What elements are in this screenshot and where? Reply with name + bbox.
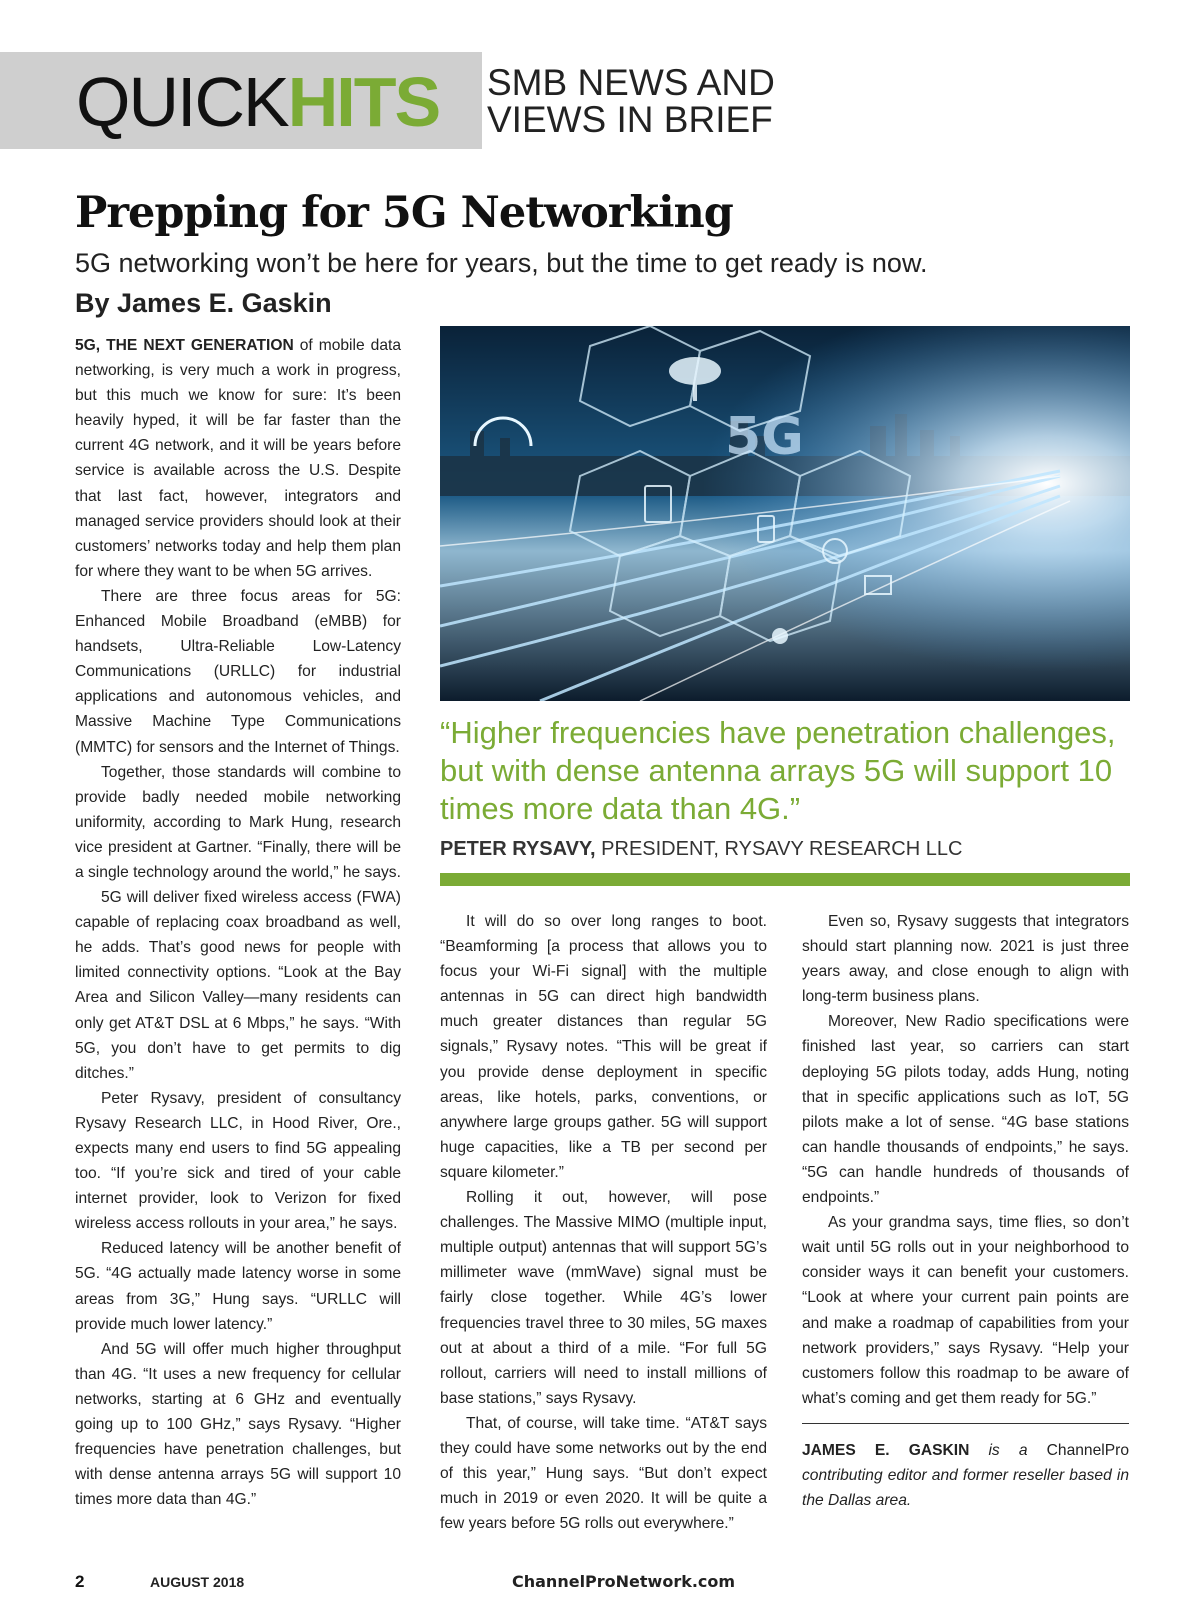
accent-bar (440, 873, 1130, 886)
article-paragraph: Peter Rysavy, president of consultancy Rysavy Research LLC, in Hood River, Ore., expects many end users to find 5G appealing too. “If you’re sick and tired of your cable internet provider, look to Verizon for fixed wireless access rollouts in your area,” he says. (75, 1089, 401, 1233)
article-column-1 (75, 333, 401, 1512)
article-byline: By James E. Gaskin (75, 288, 332, 318)
bio-name: JAMES E. GASKIN (802, 1442, 970, 1459)
bio-text-2: contributing editor and former reseller based in the Dallas area. (802, 1467, 1129, 1510)
article-paragraph: Together, those standards will combine to provide badly needed mobile networking uniformity, according to Mark Hung, research vice president at Gartner. “Finally, there will be a single technology around the world,” he says. (75, 763, 401, 881)
paragraph-text: of mobile data networking, is very much a work in progress, but this much we know for sure: It’s been heavily hyped, it will be far faster than the current 4G network, and it will be years before service is available across the U.S. Despite that last fact, however, integrators and managed service providers should look at their customers’ networks today and help them plan for where they want to be when 5G arrives. (75, 337, 401, 580)
footer-site: ChannelProNetwork.com (512, 1572, 736, 1591)
author-bio (802, 1438, 1129, 1513)
article-paragraph: That, of course, will take time. “AT&T says they could have some networks out by the end of this year,” Hung says. “But don’t expect much in 2019 or even 2020. It will be quite a few years before 5G rolls out everywhere.” (440, 1414, 767, 1533)
attribution-title: PRESIDENT, RYSAVY RESEARCH LLC (595, 838, 963, 860)
section-logo (76, 62, 439, 142)
pull-quote-attribution (440, 836, 962, 862)
bio-divider (802, 1423, 1129, 1424)
page-number: 2 (75, 1572, 85, 1591)
bio-text-1: is a (969, 1442, 1047, 1459)
article-paragraph: Reduced latency will be another benefit of 5G. “4G actually made latency worse in some areas from 3G,” Hung says. “URLLC will provide much lower latency.” (75, 1240, 401, 1333)
brand-hits: HITS (287, 63, 440, 141)
article-paragraph: 5G will deliver fixed wireless access (FWA) capable of replacing coax broadband as well, he adds. That’s good news for people with limited connectivity options. “Look at the Bay Area and Silicon Valley—many residents can only get AT&T DSL at 6 Mbps,” he says. “With 5G, you don’t have to get permits to dig ditches.” (75, 889, 401, 1082)
hero-illustration (440, 326, 1130, 701)
hero-5g-label: 5G (725, 407, 804, 467)
lead-in: 5G, THE NEXT GENERATION (75, 337, 294, 354)
article-paragraph: And 5G will offer much higher throughput than 4G. “It uses a new frequency for cellular networks, starting at 6 GHz and eventually going up to 100 GHz,” says Rysavy. “Higher frequencies have penetration challenges, but with dense antenna arrays 5G will support 10 times more data than 4G.” (75, 1340, 401, 1509)
article-headline: Prepping for 5G Networking (75, 188, 733, 238)
article-paragraph: Moreover, New Radio specifications were finished last year, so carriers can start deploying 5G pilots today, adds Hung, noting that in specific applications such as IoT, 5G pilots make a lot of sense. “4G base stations can handle thousands of endpoints,” he says. “5G can handle hundreds of thousands of endpoints.” (802, 1013, 1129, 1207)
article-paragraph: As your grandma says, time flies, so don’t wait until 5G rolls out in your neighborhood to consider ways it can benefit your customers. “Look at where your current pain points are and make a roadmap of capabilities from your network providers,” says Rysavy. “Help your customers follow this roadmap to be aware of what’s coming and get them ready for 5G.” (802, 1214, 1129, 1407)
bio-company: ChannelPro (1046, 1442, 1129, 1459)
pull-quote: “Higher frequencies have penetration challenges, but with dense antenna arrays 5G will support 10 times more data than 4G.” (440, 715, 1116, 826)
article-paragraph: It will do so over long ranges to boot. “Beamforming [a process that allows you to focus your Wi-Fi signal] with the multiple antennas in 5G can direct high bandwidth much greater distances than regular 5G signals,” Rysavy notes. “This will be great if you provide dense deployment in specific areas, like hotels, parks, conventions, or anywhere large groups gather. 5G will support huge capacities, like a TB per second per square kilometer.” (440, 913, 767, 1181)
issue-date: AUGUST 2018 (150, 1574, 245, 1590)
article-column-3 (802, 909, 1129, 1411)
article-paragraph: Rolling it out, however, will pose challenges. The Massive MIMO (multiple input, multiple output) antennas that will support 5G’s millimeter wave (mmWave) signal must be fairly close together. While 4G’s lower frequencies travel three to 30 miles, 5G maxes out at about a third of a mile. “For full 5G rollout, carriers will need to install millions of base stations,” says Rysavy. (440, 1189, 767, 1407)
attribution-name: PETER RYSAVY, (440, 838, 596, 860)
article-paragraph (75, 333, 401, 584)
hero-image (440, 326, 1130, 701)
brand-quick: QUICK (76, 63, 288, 141)
section-tagline (487, 64, 775, 138)
tagline-line-2: VIEWS IN BRIEF (487, 99, 773, 140)
tagline-line-1: SMB NEWS AND (487, 62, 775, 103)
article-paragraph: There are three focus areas for 5G: Enhanced Mobile Broadband (eMBB) for handsets, Ultra-Reliable Low-Latency Communications (URLLC) for industrial applications and autonomous vehicles, and Massive Machine Type Communications (MMTC) for sensors and the Internet of Things. (75, 587, 401, 756)
article-deck: 5G networking won’t be here for years, but the time to get ready is now. (75, 248, 928, 278)
article-column-2 (440, 909, 767, 1536)
article-paragraph: Even so, Rysavy suggests that integrators should start planning now. 2021 is just three years away, and close enough to align with long-term business plans. (802, 913, 1129, 1006)
